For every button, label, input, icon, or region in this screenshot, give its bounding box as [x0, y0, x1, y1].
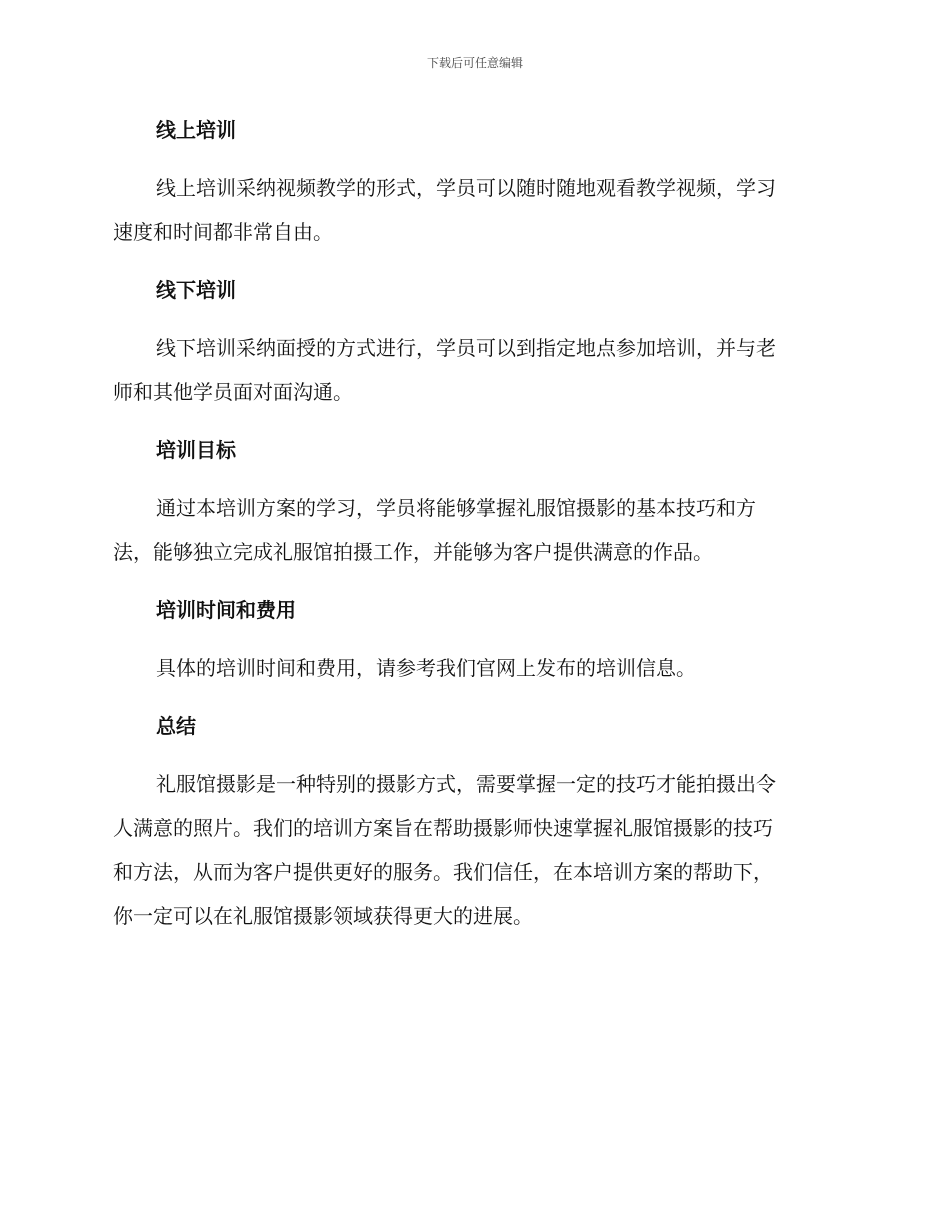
paragraph-line: 通过本培训方案的学习，学员将能够掌握礼服馆摄影的基本技巧和方 — [156, 496, 756, 520]
section-heading: 总结 — [156, 714, 196, 738]
section-paragraph — [113, 762, 835, 938]
section-heading: 线上培训 — [156, 118, 236, 142]
paragraph-line: 法，能够独立完成礼服馆拍摄工作，并能够为客户提供满意的作品。 — [113, 540, 713, 564]
section-heading: 培训目标 — [156, 438, 236, 462]
section-heading: 线下培训 — [156, 278, 236, 302]
paragraph-line: 人满意的照片。我们的培训方案旨在帮助摄影师快速掌握礼服馆摄影的技巧 — [113, 816, 773, 840]
paragraph-line: 线上培训采纳视频教学的形式，学员可以随时随地观看教学视频，学习 — [156, 176, 776, 200]
paragraph-line: 礼服馆摄影是一种特别的摄影方式，需要掌握一定的技巧才能拍摄出令 — [156, 772, 776, 796]
section-paragraph — [113, 326, 835, 414]
document-body — [113, 108, 835, 952]
paragraph-line: 师和其他学员面对面沟通。 — [113, 380, 353, 404]
header-note: 下载后可任意编辑 — [426, 56, 523, 70]
paragraph-line: 线下培训采纳面授的方式进行，学员可以到指定地点参加培训，并与老 — [156, 336, 776, 360]
paragraph-line: 和方法，从而为客户提供更好的服务。我们信任，在本培训方案的帮助下， — [113, 860, 773, 884]
paragraph-line: 具体的培训时间和费用，请参考我们官网上发布的培训信息。 — [156, 656, 696, 680]
paragraph-line: 速度和时间都非常自由。 — [113, 220, 333, 244]
section-paragraph — [113, 486, 835, 574]
section-heading: 培训时间和费用 — [156, 598, 296, 622]
section-paragraph — [113, 166, 835, 254]
paragraph-line: 你一定可以在礼服馆摄影领域获得更大的进展。 — [113, 904, 533, 928]
section-paragraph — [113, 646, 835, 690]
